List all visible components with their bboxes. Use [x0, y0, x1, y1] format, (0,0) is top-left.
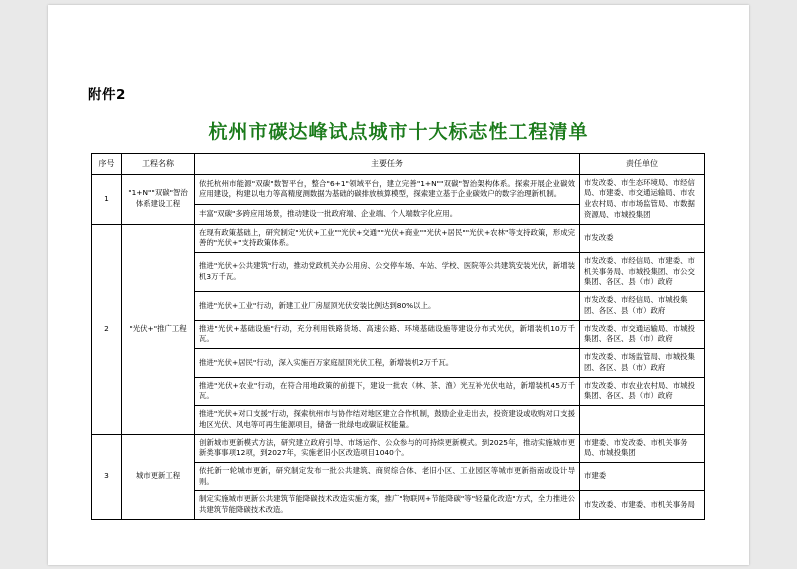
row-name: 城市更新工程 [122, 434, 195, 519]
row-unit: 市发改委、市经信局、市建委、市机关事务局、市城投集团、市公交集团、各区、县（市）政府 [580, 253, 705, 292]
row-unit: 市发改委、市建委、市机关事务局 [580, 491, 705, 519]
row-task: 丰富"双碳"多跨应用场景，推动建设一批政府端、企业端、个人端数字化应用。 [195, 205, 580, 224]
row-task: 依托新一轮城市更新，研究制定发布一批公共建筑、商贸综合体、老旧小区、工业园区等城市更新指南或设计导则。 [195, 463, 580, 491]
attachment-label: 附件2 [88, 87, 126, 103]
row-task: 推进"光伏+居民"行动，深入实施百万家庭屋顶光伏工程，新增装机2万千瓦。 [195, 349, 580, 377]
column-header-unit: 责任单位 [580, 154, 705, 175]
column-header-no: 序号 [92, 154, 122, 175]
row-task: 创新城市更新模式方法，研究建立政府引导、市场运作、公众参与的可持续更新模式。到2025年，推动实施城市更新类事事项12项，到2027年，实施老旧小区改造项目1040个。 [195, 434, 580, 462]
row-unit: 市发改委、市经信局、市城投集团、各区、县（市）政府 [580, 292, 705, 320]
row-unit: 市发改委、市农业农村局、市城投集团、各区、县（市）政府 [580, 377, 705, 405]
row-no: 2 [92, 224, 122, 434]
row-unit: 市发改委、市交通运输局、市城投集团、各区、县（市）政府 [580, 320, 705, 348]
row-task: 依托杭州市能源"双碳"数智平台，整合"6+1"领域平台，建立完善"1+N""双碳"智治架构体系。探索开展企业碳效应用建设，构建以电力等高精度测数据为基础的碳排放核算模型，探索建立基于企业碳效户的数字治理新机制。 [195, 174, 580, 205]
row-unit: 市发改委 [580, 224, 705, 252]
row-task: 在现有政策基础上，研究制定"光伏+工业""光伏+交通""光伏+商业""光伏+居民""光伏+农林"等支持政策，形成完善的"光伏+"支持政策体系。 [195, 224, 580, 252]
table-header-row [92, 154, 705, 175]
row-unit [580, 406, 705, 434]
table-row [92, 174, 705, 205]
column-header-name: 工程名称 [122, 154, 195, 175]
table-row [92, 224, 705, 252]
row-name: "1+N""双碳"智治体系建设工程 [122, 174, 195, 224]
row-unit: 市发改委、市场监管局、市城投集团、各区、县（市）政府 [580, 349, 705, 377]
row-no: 3 [92, 434, 122, 519]
row-unit: 市发改委、市生态环境局、市经信局、市建委、市交通运输局、市农业农村局、市市场监管局、市数据资源局、市城投集团 [580, 174, 705, 224]
row-name: "光伏+"推广工程 [122, 224, 195, 434]
document-page [48, 5, 749, 565]
row-task: 制定实施城市更新公共建筑节能降碳技术改造实施方案，推广"物联网+节能降碳"等"轻量化改造"方式，全力推进公共建筑节能降碳技术改造。 [195, 491, 580, 519]
row-task: 推进"光伏+基础设施"行动，充分利用铁路货场、高速公路、环境基础设施等建设分布式光伏，新增装机10万千瓦。 [195, 320, 580, 348]
row-task: 推进"光伏+工业"行动，新建工业厂房屋顶光伏安装比例达到80%以上。 [195, 292, 580, 320]
row-unit: 市建委、市发改委、市机关事务局、市城投集团 [580, 434, 705, 462]
row-task: 推进"光伏+农业"行动，在符合用地政策的前提下，建设一批农（林、茶、渔）光互补光伏电站，新增装机45万千瓦。 [195, 377, 580, 405]
page-title: 杭州市碳达峰试点城市十大标志性工程清单 [208, 121, 589, 143]
column-header-task: 主要任务 [195, 154, 580, 175]
row-unit: 市建委 [580, 463, 705, 491]
row-task: 推进"光伏+对口支援"行动，探索杭州市与协作结对地区建立合作机制，鼓励企业走出去，投资建设或收购对口支援地区光伏、风电等可再生能源项目，储备一批绿电或碳证权能量。 [195, 406, 580, 434]
table-row [92, 434, 705, 462]
row-task: 推进"光伏+公共建筑"行动，推动党政机关办公用房、公交停车场、车站、学校、医院等公共建筑安装光伏，新增装机3万千瓦。 [195, 253, 580, 292]
row-no: 1 [92, 174, 122, 224]
engineering-list-table [91, 153, 705, 520]
